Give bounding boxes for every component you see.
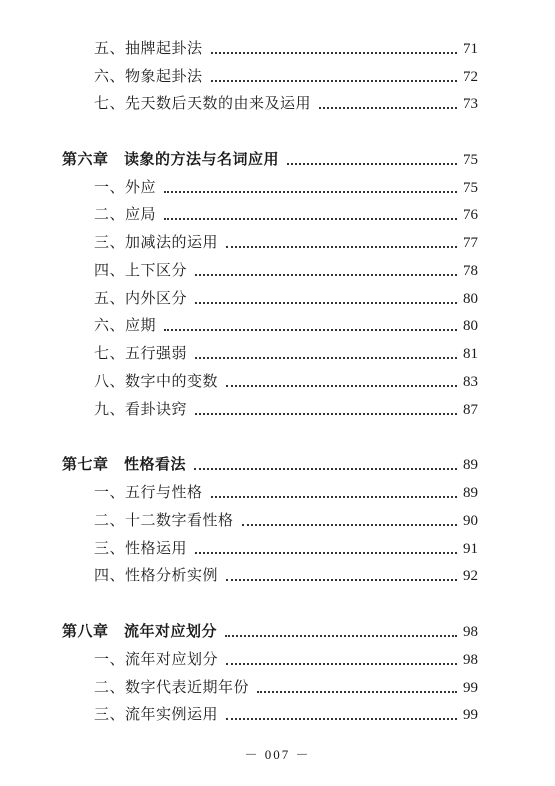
toc-chapter-title: 第七章 性格看法 <box>62 455 187 473</box>
toc-entry-page: 71 <box>463 41 478 57</box>
toc-entry-title: 一、外应 <box>94 178 157 196</box>
toc-entry-page: 77 <box>463 235 478 251</box>
dot-leader <box>195 412 457 415</box>
dot-leader <box>164 190 457 193</box>
dot-leader <box>164 217 457 220</box>
toc-entry[interactable] <box>94 509 478 531</box>
toc-entry[interactable] <box>94 537 478 559</box>
toc-entry-title: 六、物象起卦法 <box>94 67 203 85</box>
toc-entry-title: 九、看卦诀窍 <box>94 400 188 418</box>
dot-leader <box>211 79 457 82</box>
dot-leader <box>226 245 457 248</box>
dot-leader <box>257 690 457 693</box>
toc-entry-title: 五、内外区分 <box>94 289 188 307</box>
toc-entry-title: 八、数字中的变数 <box>94 372 219 390</box>
toc-entry[interactable] <box>94 398 478 420</box>
toc-entry[interactable] <box>94 314 478 336</box>
dot-leader <box>242 523 457 526</box>
toc-entry[interactable] <box>94 648 478 670</box>
toc-chapter-title: 第六章 读象的方法与名词应用 <box>62 150 280 168</box>
dot-leader <box>195 301 457 304</box>
toc-entry-page: 99 <box>463 680 478 696</box>
dot-leader <box>225 634 457 637</box>
dot-leader <box>226 717 457 720</box>
toc-entry[interactable] <box>94 481 478 503</box>
dot-leader <box>226 578 457 581</box>
toc-entry[interactable] <box>94 231 478 253</box>
toc-entry-title: 一、五行与性格 <box>94 483 203 501</box>
toc-entry-page: 76 <box>463 207 478 223</box>
toc-entry-title: 三、性格运用 <box>94 539 188 557</box>
page-number: － 007 － <box>244 747 311 762</box>
dot-leader <box>226 384 457 387</box>
toc-entry-page: 81 <box>463 346 478 362</box>
toc-entry-page: 98 <box>463 652 478 668</box>
toc-entry-page: 72 <box>463 69 478 85</box>
toc-entry[interactable] <box>94 703 478 725</box>
toc-entry-title: 七、五行强弱 <box>94 344 188 362</box>
toc-entry-page: 98 <box>463 624 478 640</box>
toc-entry[interactable] <box>94 203 478 225</box>
toc-entry-page: 78 <box>463 263 478 279</box>
toc-entry-page: 89 <box>463 485 478 501</box>
dot-leader <box>226 662 457 665</box>
toc-entry-title: 七、先天数后天数的由来及运用 <box>94 94 312 112</box>
toc-entry-page: 99 <box>463 707 478 723</box>
toc-entry-page: 83 <box>463 374 478 390</box>
toc-entry-page: 75 <box>463 180 478 196</box>
toc-chapter-title: 第八章 流年对应划分 <box>62 622 218 640</box>
dot-leader <box>195 356 457 359</box>
toc-entry[interactable] <box>94 259 478 281</box>
toc-entry[interactable] <box>94 287 478 309</box>
toc-entry-page: 90 <box>463 513 478 529</box>
toc-chapter-heading[interactable] <box>62 453 478 475</box>
toc-entry[interactable] <box>94 342 478 364</box>
dot-leader <box>194 467 457 470</box>
toc-entry[interactable] <box>94 370 478 392</box>
toc-entry-title: 二、十二数字看性格 <box>94 511 234 529</box>
toc-entry-title: 二、应局 <box>94 205 157 223</box>
toc-entry[interactable] <box>94 676 478 698</box>
toc-entry-title: 四、上下区分 <box>94 261 188 279</box>
toc-entry-page: 73 <box>463 96 478 112</box>
toc-entry[interactable] <box>94 176 478 198</box>
toc-entry-page: 80 <box>463 291 478 307</box>
toc-chapter-heading[interactable] <box>62 148 478 170</box>
dot-leader <box>287 162 457 165</box>
toc-entry-title: 一、流年对应划分 <box>94 650 219 668</box>
toc-entry-page: 87 <box>463 402 478 418</box>
dot-leader <box>319 106 457 109</box>
toc-entry-title: 五、抽牌起卦法 <box>94 39 203 57</box>
toc-entry-page: 91 <box>463 541 478 557</box>
toc-entry[interactable] <box>94 65 478 87</box>
toc-chapter-heading[interactable] <box>62 620 478 642</box>
dot-leader <box>195 551 457 554</box>
toc-entry-title: 二、数字代表近期年份 <box>94 678 250 696</box>
toc-entry-page: 89 <box>463 457 478 473</box>
toc-entry-title: 六、应期 <box>94 316 157 334</box>
toc-entry-page: 80 <box>463 318 478 334</box>
toc-entry[interactable] <box>94 92 478 114</box>
toc-entry-page: 92 <box>463 568 478 584</box>
toc-entry-title: 三、加减法的运用 <box>94 233 219 251</box>
toc-entry-title: 三、流年实例运用 <box>94 705 219 723</box>
toc-entry-page: 75 <box>463 152 478 168</box>
dot-leader <box>164 328 457 331</box>
dot-leader <box>211 495 457 498</box>
toc-entry[interactable] <box>94 37 478 59</box>
dot-leader <box>211 51 457 54</box>
toc-entry-title: 四、性格分析实例 <box>94 566 219 584</box>
dot-leader <box>195 273 457 276</box>
toc-entry[interactable] <box>94 564 478 586</box>
